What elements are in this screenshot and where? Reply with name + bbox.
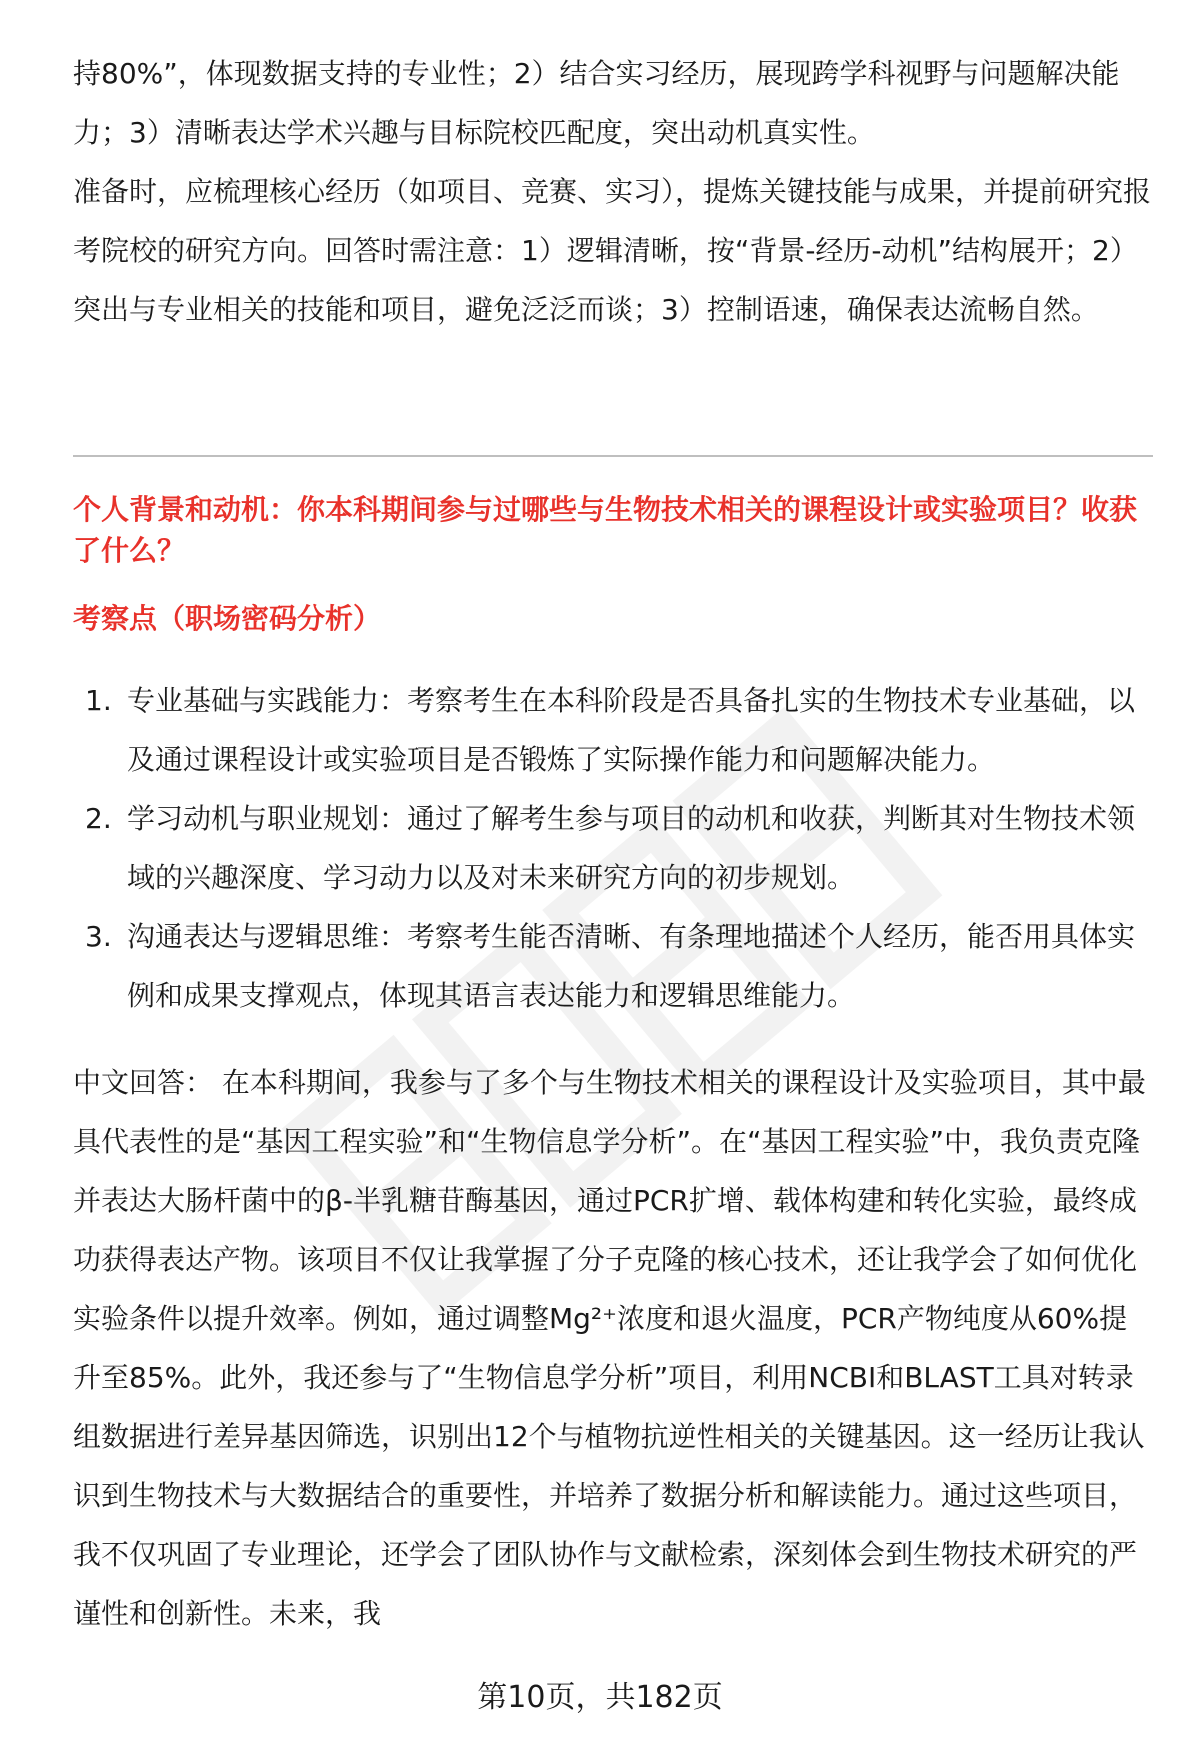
list-item-text: 专业基础与实践能力：考察考生在本科阶段是否具备扎实的生物技术专业基础，以及通过课程设计或实验项目是否锻炼了实际操作能力和问题解决能力。 — [127, 684, 1136, 776]
intro-section — [73, 44, 1153, 339]
answer-section — [73, 1053, 1153, 1643]
list-item-number: 2. — [85, 802, 112, 835]
list-item — [73, 789, 1153, 907]
question-heading: 个人背景和动机：你本科期间参与过哪些与生物技术相关的课程设计或实验项目？收获了什么？ — [73, 493, 1138, 567]
intro-paragraph-1: 持80%”，体现数据支持的专业性；2）结合实习经历，展现跨学科视野与问题解决能力；3）清晰表达学术兴趣与目标院校匹配度，突出动机真实性。 — [73, 57, 1120, 149]
list-item — [73, 907, 1153, 1025]
answer-paragraph: 中文回答： 在本科期间，我参与了多个与生物技术相关的课程设计及实验项目，其中最具代表性的是“基因工程实验”和“生物信息学分析”。在“基因工程实验”中，我负责克隆并表达大肠杆菌中的β-半乳糖苷酶基因，通过PCR扩增、载体构建和转化实验，最终成功获得表达产物。该项目不仅让我掌握了分子克隆的核心技术，还让我学会了如何优化实验条件以提升效率。例如，通过调整Mg²⁺浓度和退火温度，PCR产物纯度从60%提升至85%。此外，我还参与了“生物信息学分析”项目，利用NCBI和BLAST工具对转录组数据进行差异基因筛选，识别出12个与植物抗逆性相关的关键基因。这一经历让我认识到生物技术与大数据结合的重要性，并培养了数据分析和解读能力。通过这些项目，我不仅巩固了专业理论，还学会了团队协作与文献检索，深刻体会到生物技术研究的严谨性和创新性。未来，我 — [73, 1066, 1146, 1630]
section-divider — [73, 455, 1153, 457]
assessment-title: 考察点（职场密码分析） — [73, 602, 382, 635]
list-item-text: 学习动机与职业规划：通过了解考生参与项目的动机和收获，判断其对生物技术领域的兴趣深度、学习动力以及对未来研究方向的初步规划。 — [127, 802, 1136, 894]
intro-paragraph-2: 准备时，应梳理核心经历（如项目、竞赛、实习），提炼关键技能与成果，并提前研究报考院校的研究方向。回答时需注意：1）逻辑清晰，按“背景-经历-动机”结构展开；2）突出与专业相关的技能和项目，避免泛泛而谈；3）控制语速，确保表达流畅自然。 — [73, 175, 1152, 326]
list-item — [73, 671, 1153, 789]
list-item-number: 1. — [85, 684, 112, 717]
list-item-number: 3. — [85, 920, 112, 953]
list-item-text: 沟通表达与逻辑思维：考察考生能否清晰、有条理地描述个人经历，能否用具体实例和成果支撑观点，体现其语言表达能力和逻辑思维能力。 — [127, 920, 1136, 1012]
assessment-points-list — [73, 671, 1153, 1025]
page-number-footer: 第10页，共182页 — [477, 1680, 723, 1715]
